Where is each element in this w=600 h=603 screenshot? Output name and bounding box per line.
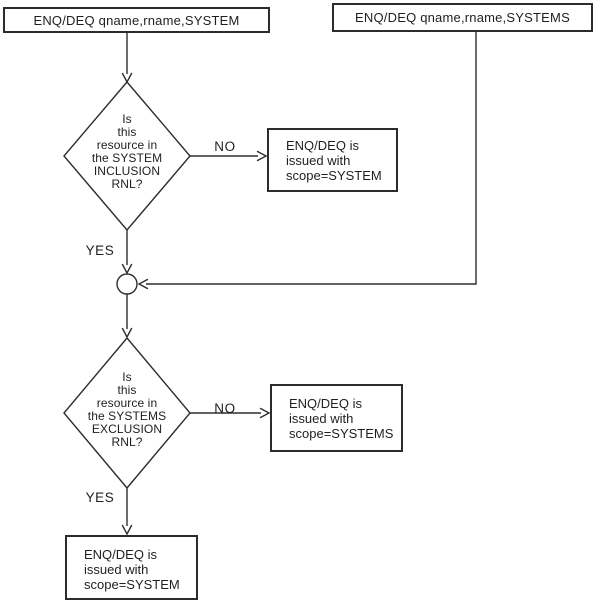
entry-box-systems [332, 3, 593, 32]
decision-text-line: this [117, 383, 137, 397]
edge-label-exclusion-yes: YES [85, 490, 115, 505]
result-text-line: ENQ/DEQ is [289, 396, 362, 411]
decision-system-inclusion-text [47, 113, 207, 191]
edge-label-inclusion-no: NO [214, 139, 236, 154]
decision-text-line: this [117, 125, 137, 139]
decision-text-line: resource in [96, 138, 158, 152]
result-box-scope-system-yes-branch [65, 535, 198, 600]
decision-text-line: INCLUSION [93, 164, 161, 178]
entry-box-system [3, 7, 270, 33]
decision-text-line: RNL? [111, 177, 143, 191]
decision-systems-exclusion-text [47, 371, 207, 449]
result-text-line: issued with [84, 562, 149, 577]
result-text-line: scope=SYSTEM [286, 168, 382, 183]
arrowhead-into-result-scope-systems [261, 409, 270, 418]
arrowhead-into-result-scope-system-no [258, 152, 267, 161]
decision-text-line: RNL? [111, 435, 143, 449]
entry-box-systems-label: ENQ/DEQ qname,rname,SYSTEMS [355, 10, 570, 25]
result-text-line: scope=SYSTEM [84, 577, 180, 592]
decision-text-line: Is [122, 370, 132, 384]
decision-text-line: resource in [96, 396, 158, 410]
result-box-scope-system-no-branch [267, 128, 398, 192]
result-text-line: ENQ/DEQ is [286, 138, 359, 153]
result-text-line: issued with [286, 153, 351, 168]
result-box-scope-systems [270, 384, 403, 452]
arrowhead-into-result-scope-system-yes [123, 526, 132, 535]
result-text-line: issued with [289, 411, 354, 426]
result-text-line: ENQ/DEQ is [84, 547, 157, 562]
decision-text-line: the SYSTEM [91, 151, 163, 165]
decision-text-line: the SYSTEMS [87, 409, 167, 423]
entry-box-system-label: ENQ/DEQ qname,rname,SYSTEM [33, 12, 240, 28]
edge-label-exclusion-no: NO [214, 401, 236, 416]
result-text-line: scope=SYSTEMS [289, 426, 394, 441]
decision-text-line: EXCLUSION [91, 422, 163, 436]
arrowhead-into-junction-top [123, 265, 132, 274]
junction-connector [117, 274, 137, 294]
decision-text-line: Is [122, 112, 132, 126]
edge-label-inclusion-yes: YES [85, 243, 115, 258]
arrowhead-into-inclusion-diamond [123, 74, 132, 83]
arrowhead-into-exclusion-diamond [123, 329, 132, 338]
